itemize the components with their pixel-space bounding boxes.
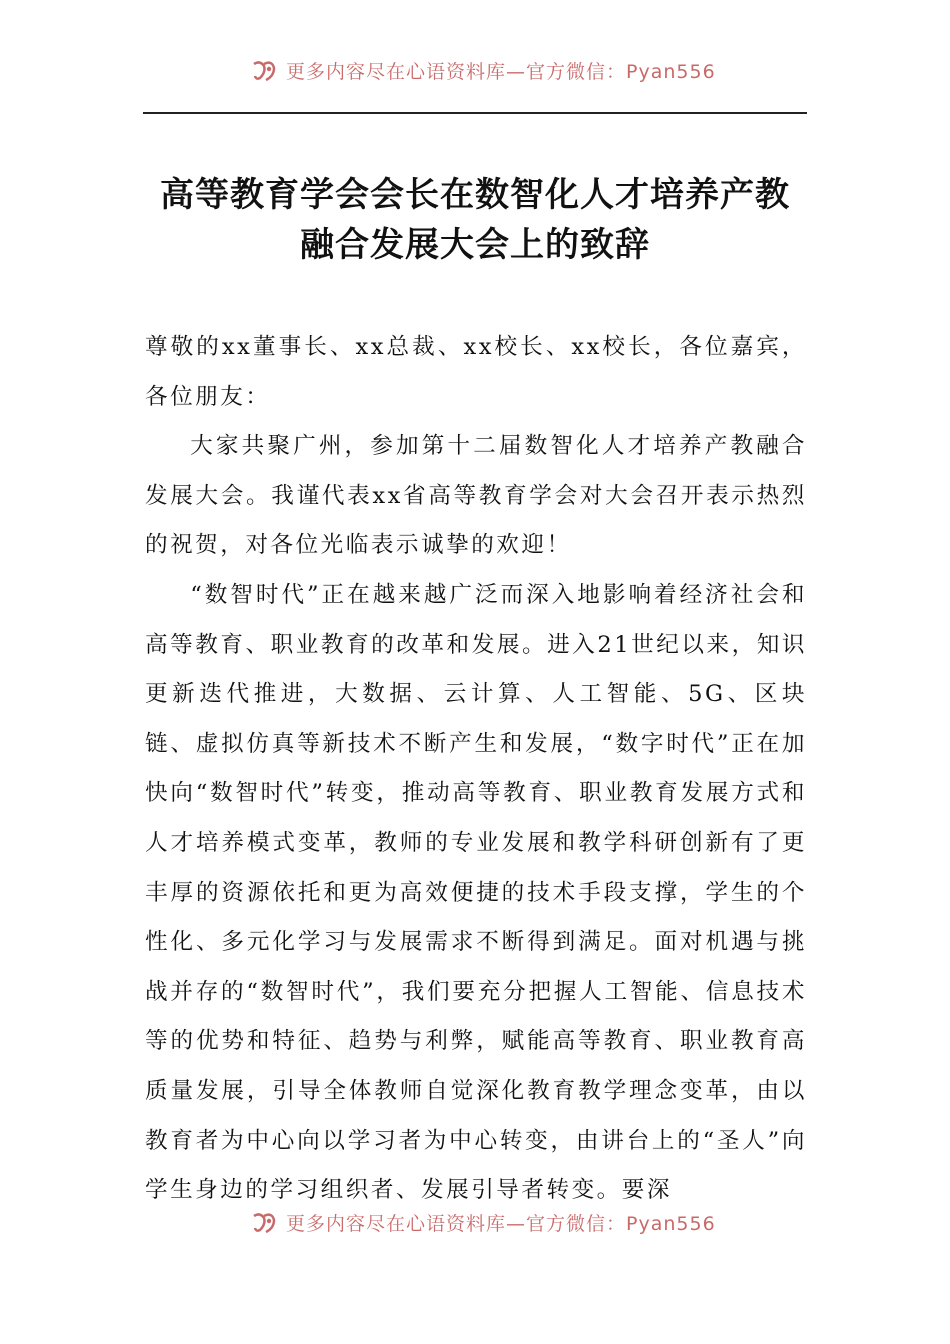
brand-logo-icon <box>250 58 280 82</box>
paragraph-1: 大家共聚广州，参加第十二届数智化人才培养产教融合发展大会。我谨代表xx省高等教育学会对大会召开表示热烈的祝贺，对各位光临表示诚挚的欢迎！ <box>145 433 807 559</box>
salutation: 尊敬的xx董事长、xx总裁、xx校长、xx校长，各位嘉宾，各位朋友： <box>145 334 807 410</box>
header-divider <box>143 112 807 114</box>
watermark-header <box>250 56 770 84</box>
watermark-text: 更多内容尽在心语资料库—官方微信：Pyan556 <box>286 60 716 83</box>
title-line-2: 融合发展大会上的致辞 <box>300 225 650 265</box>
document-body <box>145 323 807 1216</box>
paragraph-2: “数智时代”正在越来越广泛而深入地影响着经济社会和高等教育、职业教育的改革和发展。进入21世纪以来，知识更新迭代推进，大数据、云计算、人工智能、5G、区块链、虚拟仿真等新技术不断产生和发展，“数字时代”正在加快向“数智时代”转变，推动高等教育、职业教育发展方式和人才培养模式变革，教师的专业发展和教学科研创新有了更丰厚的资源依托和更为高效便捷的技术手段支撑，学生的个性化、多元化学习与发展需求不断得到满足。面对机遇与挑战并存的“数智时代”，我们要充分把握人工智能、信息技术等的优势和特征、趋势与利弊，赋能高等教育、职业教育高质量发展，引导全体教师自觉深化教育教学理念变革，由以教育者为中心向以学习者为中心转变，由讲台上的“圣人”向学生身边的学习组织者、发展引导者转变。要深 <box>145 581 807 1204</box>
brand-logo-icon <box>250 1210 280 1234</box>
document-title <box>143 170 807 270</box>
watermark-footer <box>250 1208 770 1236</box>
watermark-text: 更多内容尽在心语资料库—官方微信：Pyan556 <box>286 1212 716 1235</box>
title-line-1: 高等教育学会会长在数智化人才培养产教 <box>160 175 790 215</box>
